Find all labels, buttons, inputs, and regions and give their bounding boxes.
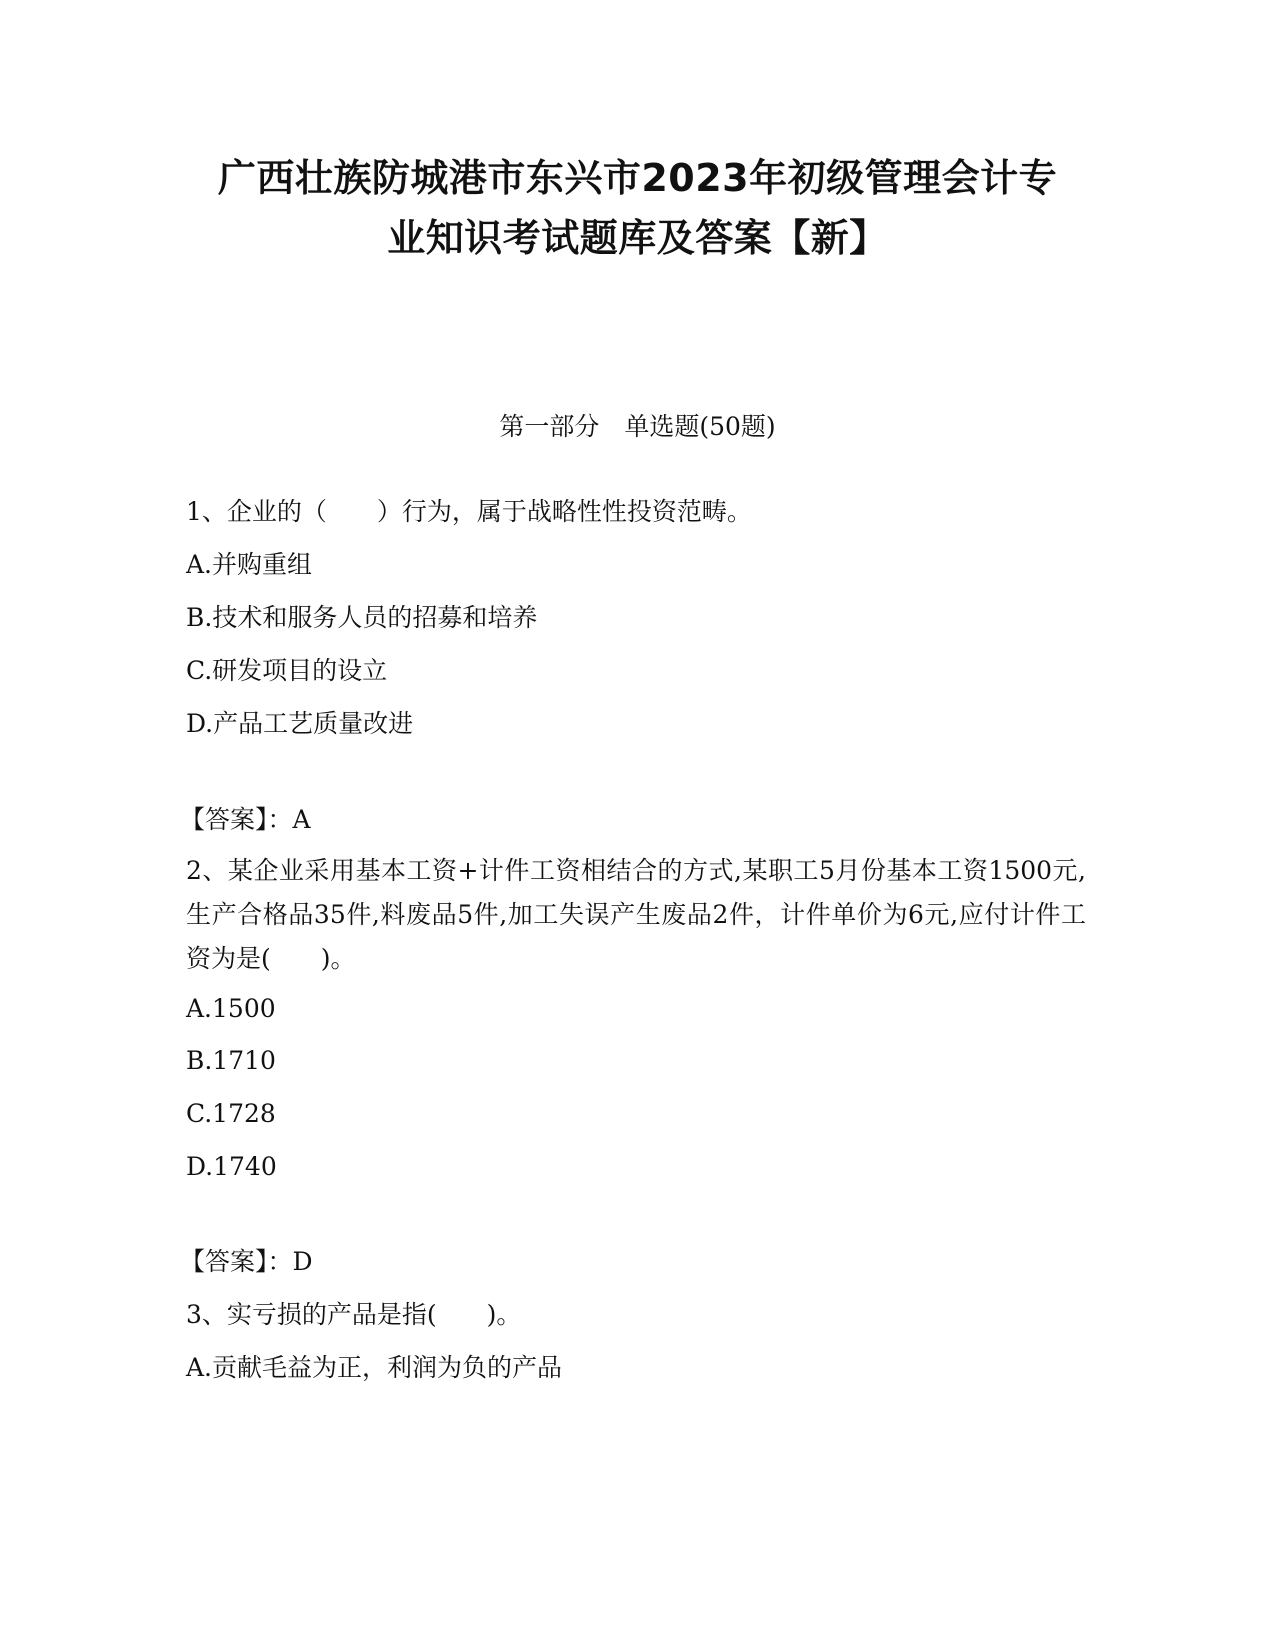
option-b: B.1710 <box>186 1046 276 1075</box>
section-heading: 第一部分 单选题(50题) <box>499 412 776 441</box>
option-c: C.研发项目的设立 <box>186 656 388 685</box>
document-title <box>150 148 1125 268</box>
title-line-1: 广西壮族防城港市东兴市2023年初级管理会计专 <box>217 156 1058 200</box>
question-stem: 3、实亏损的产品是指( )。 <box>186 1300 522 1329</box>
answer-line: 【答案】：D <box>180 1247 313 1276</box>
option-a: A.1500 <box>186 994 276 1023</box>
title-line-2: 业知识考试题库及答案【新】 <box>387 216 888 260</box>
option-b: B.技术和服务人员的招募和培养 <box>186 603 538 632</box>
answer-line: 【答案】：A <box>180 805 311 834</box>
option-d: D.产品工艺质量改进 <box>186 709 414 738</box>
option-a: A.贡献毛益为正，利润为负的产品 <box>186 1353 563 1382</box>
question-stem: 1、企业的（ ）行为，属于战略性性投资范畴。 <box>186 497 752 526</box>
option-c: C.1728 <box>186 1099 276 1128</box>
option-a: A.并购重组 <box>186 550 313 579</box>
option-d: D.1740 <box>186 1152 277 1181</box>
question-stem: 2、某企业采用基本工资+计件工资相结合的方式,某职工5月份基本工资1500元,生产合格品35件,料废品5件,加工失误产生废品2件，计件单价为6元,应付计件工资为是( )。 <box>186 856 1086 973</box>
